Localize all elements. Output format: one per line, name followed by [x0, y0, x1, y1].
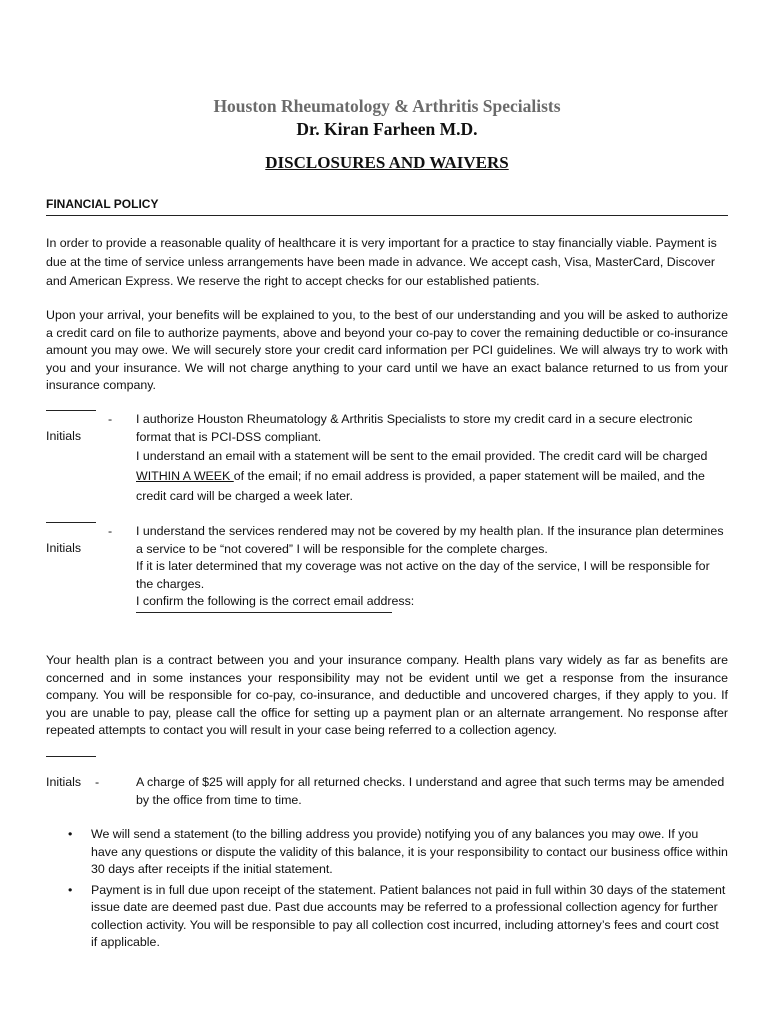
dash-3: -: [95, 775, 100, 789]
bullet-icon: •: [68, 827, 73, 841]
within-a-week-text: WITHIN A WEEK: [136, 469, 234, 483]
coverage-text-1: I understand the services rendered may not be covered by my health plan. If the insurance plan determines a service to be “not covered” I will be responsible for the complete charges.: [136, 524, 724, 556]
health-plan-paragraph: Your health plan is a contract between you and your insurance company. Health plans vary widely as far as benefits are concerned and in some instances your responsibility may not be evident until we get a response from the insurance company. You will be responsible for co-pay, co-insurance, and deductible and uncovered charges, if they apply to you. If you are unable to pay, please call the office for setting up a payment plan or an alternate arrangement. No response after repeated attempts to contact you will result in your case being referred to a collection agency.: [46, 653, 728, 737]
returned-check-fee: A charge of $25 will apply for all returned checks. I understand and agree that such terms may be amended by the office from time to time.: [136, 775, 725, 807]
section-heading-financial-policy: FINANCIAL POLICY: [46, 196, 728, 216]
initials-line-2[interactable]: [46, 522, 96, 523]
initials-label-3: Initials: [46, 775, 82, 789]
doctor-name: Dr. Kiran Farheen M.D.: [296, 119, 478, 139]
email-address-field[interactable]: [136, 612, 392, 613]
initials-label-2: Initials: [46, 541, 82, 555]
coverage-acknowledgement: [136, 523, 728, 611]
document-title: DISCLOSURES AND WAIVERS: [265, 153, 509, 172]
initials-line-1[interactable]: [46, 410, 96, 411]
initials-line-3[interactable]: [46, 756, 96, 757]
policy-paragraph-2: Upon your arrival, your benefits will be explained to you, to the best of our understanding and you will be asked to authorize a credit card on file to authorize payments, above and beyond your co-pay to cover the remaining deductible or co-insurance amount you may owe. We will securely store your credit card information per PCI guidelines. We will always try to work with you and your insurance. We will not charge anything to your card until we have an exact balance returned to us from your insurance company.: [46, 308, 728, 392]
policy-paragraph-1: In order to provide a reasonable quality of healthcare it is very important for a practice to stay financially viable. Payment is due at the time of service unless arrangements have been made in advance. We accept cash, Visa, MasterCard, Discover and American Express. We reserve the right to accept checks for our established patients.: [46, 236, 717, 288]
auth-line-2: I understand an email with a statement will be sent to the email provided. The credit card will be charged WITHIN A WEEK of the email; if no email address is provided, a paper statement will be mailed, and the credit card will be charged a week later.: [136, 449, 708, 503]
auth-line-1: I authorize Houston Rheumatology & Arthritis Specialists to store my credit card in a secure electronic format that is PCI-DSS compliant.: [136, 412, 693, 444]
list-item: • We will send a statement (to the billing address you provide) notifying you of any balances you may owe. If you have any questions or dispute the validity of this balance, it is your responsibility to contact our business office within 30 days after receipts if the initial statement.: [68, 827, 728, 876]
credit-card-authorization: [136, 411, 728, 506]
practice-name: Houston Rheumatology & Arthritis Specialists: [213, 96, 561, 116]
initials-label-1: Initials: [46, 429, 82, 443]
statement-policy-list: [46, 826, 728, 955]
bullet-icon: •: [68, 882, 73, 897]
coverage-text-2: If it is later determined that my coverage was not active on the day of the service, I will be responsible for the charges.: [136, 559, 710, 591]
email-confirm-text: I confirm the following is the correct email address:: [136, 594, 415, 608]
list-item: • Payment is in full due upon receipt of the statement. Patient balances not paid in full within 30 days of the statement issue date are deemed past due. Past due accounts may be referred to a professional collection agency for further collection activity. You will be responsible to pay all collection cost incurred, including attorney’s fees and court cost if applicable.: [68, 882, 726, 949]
dash-2: -: [108, 524, 113, 538]
dash-1: -: [108, 412, 113, 426]
